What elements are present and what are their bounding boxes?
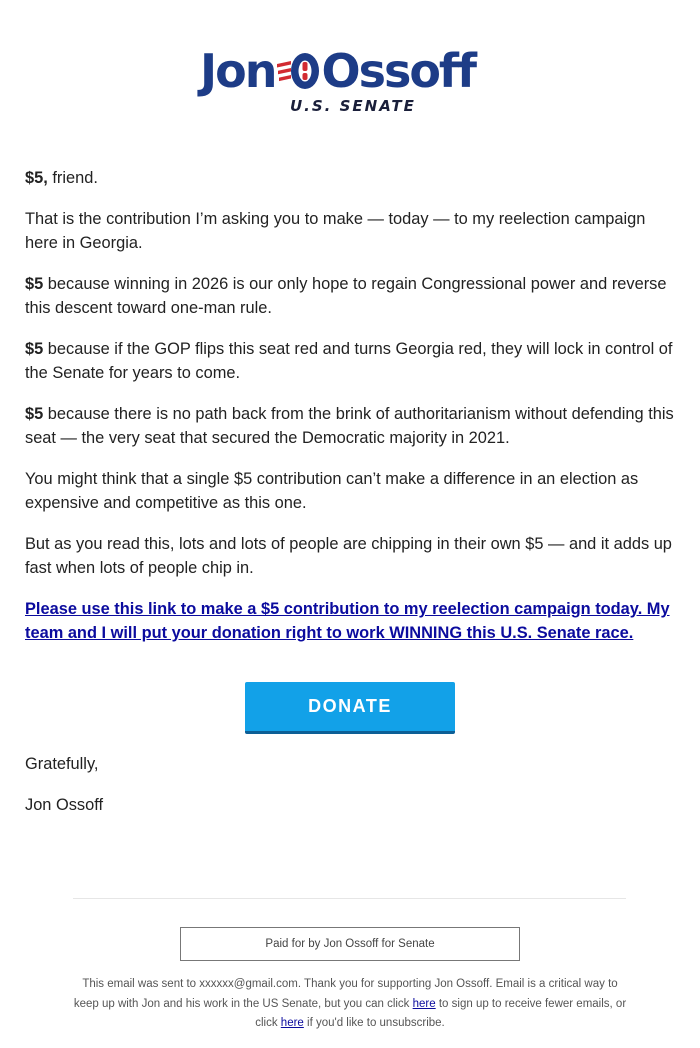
donate-button[interactable]: DONATE	[245, 682, 455, 734]
bold-amount: $5,	[25, 169, 48, 187]
logo-last-name: Ossoff	[321, 44, 475, 98]
email-header	[0, 40, 700, 120]
fewer-emails-link[interactable]: here	[412, 997, 436, 1010]
footer-sent-middle: . Thank you for supporting Jon Ossoff. Email is a critical way to keep up with Jon and his work in the US Senate, but you can click	[73, 978, 618, 1010]
paragraph-momentum: But as you read this, lots and lots of people are chipping in their own $5 — and it adds up fast when lots of people chip in.	[25, 535, 672, 577]
recipient-email: xxxxxx@gmail.com	[199, 978, 298, 990]
paragraph-reason-3	[25, 402, 677, 450]
reason-text: because winning in 2026 is our only hope to regain Congressional power and reverse this descent toward one-man rule.	[25, 275, 667, 317]
footer-sent-suffix: if you'd like to unsubscribe.	[303, 1017, 445, 1029]
reason-text: because there is no path back from the brink of authoritarianism without defending this seat — the very seat that secured the Democratic majority in 2021.	[25, 405, 674, 447]
reason-text: because if the GOP flips this seat red and turns Georgia red, they will lock in control of the Senate for years to come.	[25, 340, 673, 382]
ballot-flag-icon	[277, 49, 321, 93]
salutation: Gratefully,	[25, 755, 99, 773]
logo-first-name: Jon	[200, 44, 276, 98]
bold-amount: $5	[25, 340, 44, 358]
campaign-logo	[200, 46, 500, 96]
contribution-link[interactable]: Please use this link to make a $5 contribution to my reelection campaign today. My team and I will put your donation right to work WINNING this U.S. Senate race.	[25, 600, 670, 642]
paid-for-disclaimer: Paid for by Jon Ossoff for Senate	[180, 927, 520, 961]
paragraph-ask: That is the contribution I’m asking you to make — today — to my reelection campaign here in Georgia.	[25, 210, 646, 252]
bold-amount: $5	[25, 275, 44, 293]
unsubscribe-link[interactable]: here	[280, 1017, 304, 1029]
letter-body	[25, 166, 677, 662]
letter-closing	[25, 752, 325, 834]
footer-sent-middle2: to sign up to receive fewer emails, or click	[255, 997, 627, 1029]
footer-divider	[73, 898, 626, 899]
signature: Jon Ossoff	[25, 796, 104, 814]
paragraph-reason-2	[25, 337, 677, 385]
greeting-text: friend.	[47, 169, 98, 187]
paragraph-objection: You might think that a single $5 contribution can’t make a difference in an election as expensive and competitive as this one.	[25, 470, 639, 512]
logo-subtitle: U.S. SENATE	[290, 97, 416, 115]
paragraph-link	[25, 597, 677, 645]
donate-button-wrapper	[245, 682, 455, 734]
footer-sent-prefix: This email was sent to	[82, 978, 200, 990]
paragraph-greeting	[25, 166, 677, 190]
footer-text	[70, 975, 630, 1034]
bold-amount: $5	[25, 405, 44, 423]
paragraph-reason-1	[25, 272, 677, 320]
